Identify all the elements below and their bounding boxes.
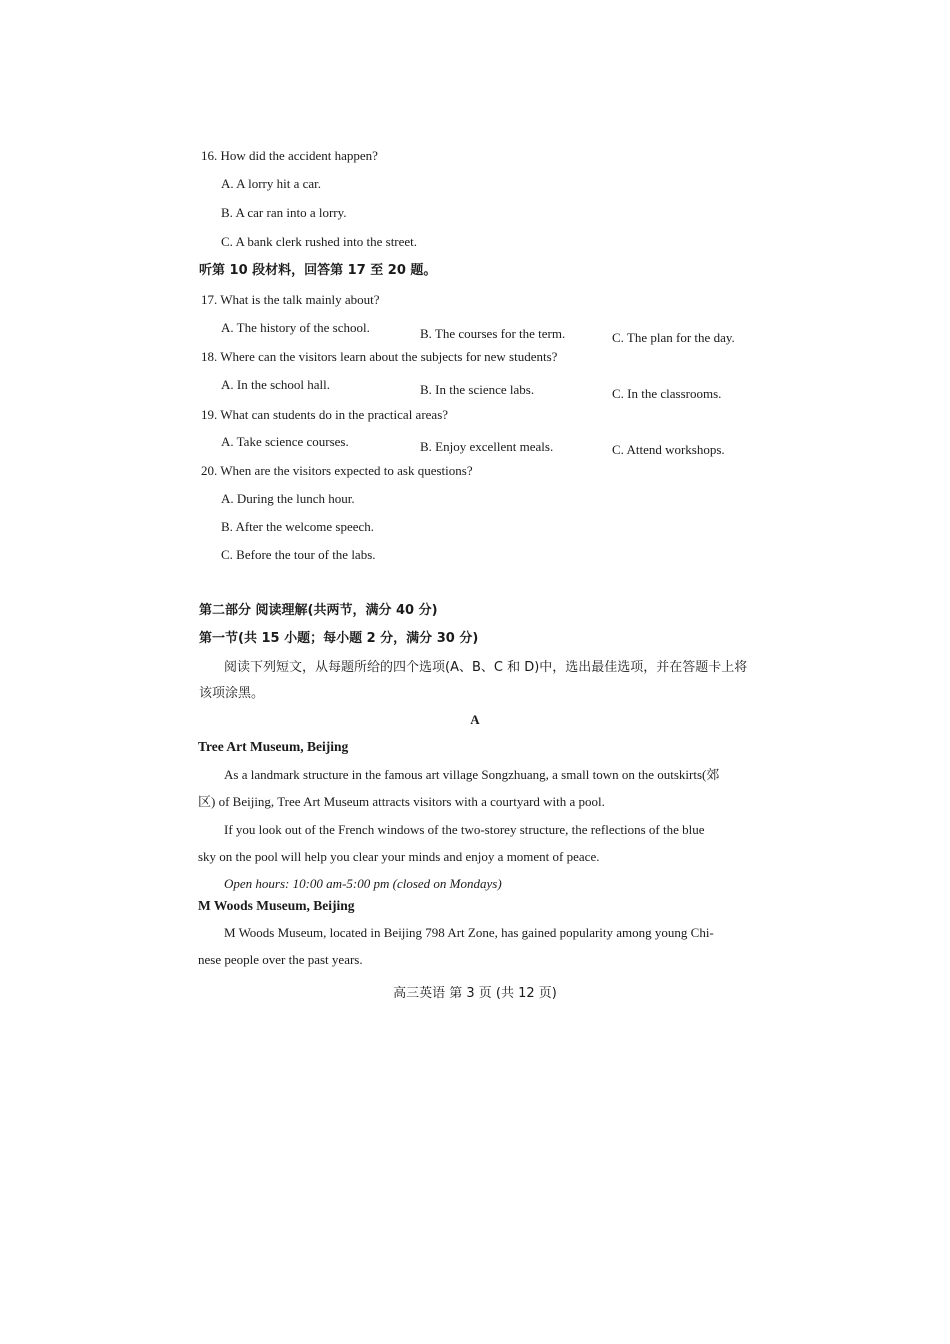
museum1-title: Tree Art Museum, Beijing bbox=[198, 739, 349, 754]
question-17-option-b: B. The courses for the term. bbox=[420, 326, 566, 341]
question-18-option-b: B. In the science labs. bbox=[420, 382, 535, 397]
page-footer: 高三英语 第 3 页 (共 12 页) bbox=[393, 986, 557, 1001]
question-16-option-a: A. A lorry hit a car. bbox=[221, 176, 322, 191]
museum1-para2-line1: If you look out of the French windows of the two-storey structure, the reflections of the blue bbox=[224, 822, 705, 837]
question-20-option-a: A. During the lunch hour. bbox=[221, 491, 355, 506]
question-16-stem: 16. How did the accident happen? bbox=[201, 148, 378, 163]
question-19-stem: 19. What can students do in the practical areas? bbox=[201, 407, 449, 422]
listening-instruction: 听第 10 段材料，回答第 17 至 20 题。 bbox=[199, 263, 437, 278]
question-19-option-b: B. Enjoy excellent meals. bbox=[420, 439, 554, 454]
question-18-stem: 18. Where can the visitors learn about the subjects for new students? bbox=[201, 349, 558, 364]
museum1-para2-line2: sky on the pool will help you clear your minds and enjoy a moment of peace. bbox=[198, 849, 600, 864]
museum2-para1-line2: nese people over the past years. bbox=[198, 952, 363, 967]
question-17-option-c: C. The plan for the day. bbox=[612, 330, 735, 345]
question-18-option-c: C. In the classrooms. bbox=[612, 386, 722, 401]
question-16-option-c: C. A bank clerk rushed into the street. bbox=[221, 234, 418, 249]
museum1-hours: Open hours: 10:00 am-5:00 pm (closed on Mondays) bbox=[224, 876, 502, 891]
passage-label: A bbox=[470, 712, 480, 727]
question-16-option-b: B. A car ran into a lorry. bbox=[221, 205, 347, 220]
question-17-option-a: A. The history of the school. bbox=[221, 320, 370, 335]
question-20-stem: 20. When are the visitors expected to ask questions? bbox=[201, 463, 473, 478]
question-20-option-b: B. After the welcome speech. bbox=[221, 519, 375, 534]
question-18-option-a: A. In the school hall. bbox=[221, 377, 331, 392]
part2-instruction-line1: 阅读下列短文，从每题所给的四个选项(A、B、C 和 D)中，选出最佳选项，并在答题卡上将 bbox=[224, 660, 748, 675]
museum1-para1-line1: As a landmark structure in the famous art village Songzhuang, a small town on the outskirts(郊 bbox=[224, 767, 720, 782]
question-17-stem: 17. What is the talk mainly about? bbox=[201, 292, 380, 307]
museum2-title: M Woods Museum, Beijing bbox=[198, 898, 355, 913]
question-19-option-a: A. Take science courses. bbox=[221, 434, 349, 449]
question-20-option-c: C. Before the tour of the labs. bbox=[221, 547, 376, 562]
part2-title: 第二部分 阅读理解(共两节，满分 40 分) bbox=[199, 603, 438, 618]
part2-instruction-line2: 该项涂黑。 bbox=[199, 686, 265, 701]
question-19-option-c: C. Attend workshops. bbox=[612, 442, 725, 457]
museum2-para1-line1: M Woods Museum, located in Beijing 798 Art Zone, has gained popularity among young Chi- bbox=[224, 925, 714, 940]
part2-section1: 第一节(共 15 小题；每小题 2 分，满分 30 分) bbox=[199, 631, 479, 646]
museum1-para1-line2: 区) of Beijing, Tree Art Museum attracts visitors with a courtyard with a pool. bbox=[198, 794, 605, 809]
